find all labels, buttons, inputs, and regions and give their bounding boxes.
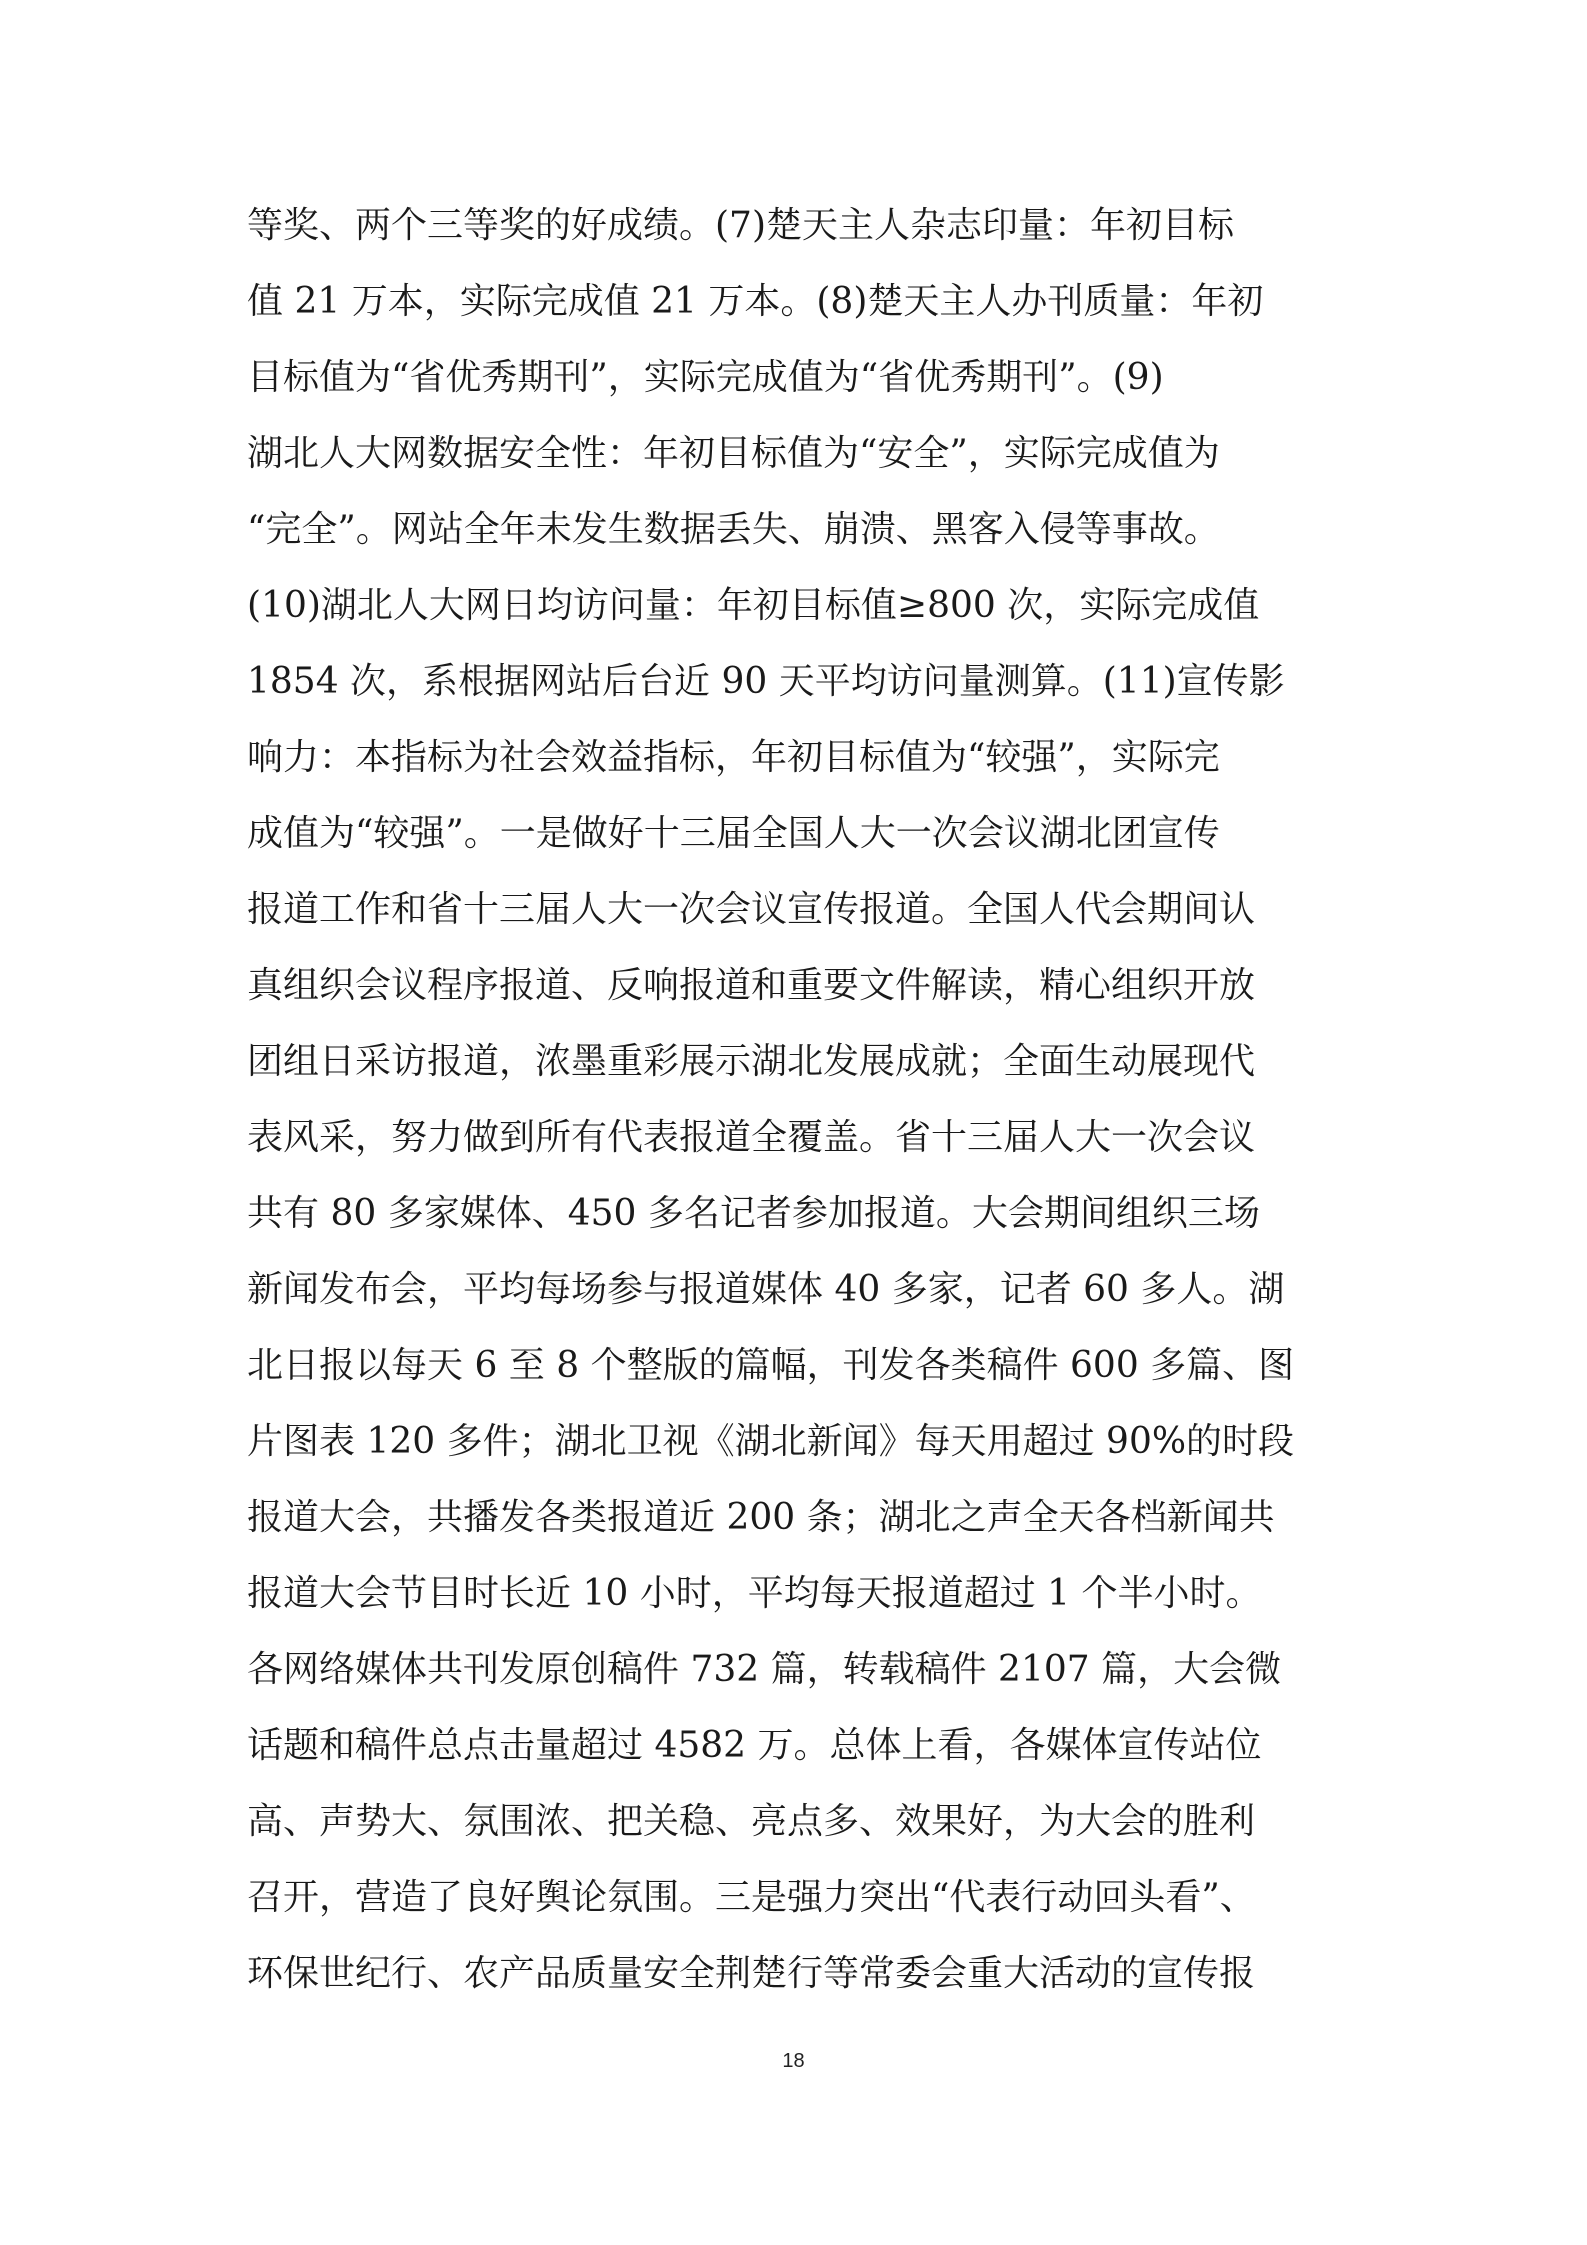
text-line: 等奖、两个三等奖的好成绩。(7)楚天主人杂志印量：年初目标 — [247, 205, 1234, 246]
text-line: 成值为“较强”。一是做好十三届全国人大一次会议湖北团宣传 — [247, 813, 1220, 854]
text-line: 话题和稿件总点击量超过 4582 万。总体上看，各媒体宣传站位 — [247, 1725, 1262, 1766]
text-line: 响力：本指标为社会效益指标，年初目标值为“较强”，实际完 — [247, 737, 1220, 778]
text-line: 团组日采访报道，浓墨重彩展示湖北发展成就；全面生动展现代 — [247, 1041, 1256, 1082]
text-line: 北日报以每天 6 至 8 个整版的篇幅，刊发各类稿件 600 多篇、图 — [247, 1345, 1295, 1386]
text-line: 报道大会，共播发各类报道近 200 条；湖北之声全天各档新闻共 — [247, 1497, 1275, 1538]
text-line: 环保世纪行、农产品质量安全荆楚行等常委会重大活动的宣传报 — [247, 1953, 1256, 1994]
text-line: 报道工作和省十三届人大一次会议宣传报道。全国人代会期间认 — [247, 889, 1256, 930]
text-line: 湖北人大网数据安全性：年初目标值为“安全”，实际完成值为 — [247, 433, 1220, 474]
text-line: 真组织会议程序报道、反响报道和重要文件解读，精心组织开放 — [247, 965, 1256, 1006]
text-line: (10)湖北人大网日均访问量：年初目标值≥800 次，实际完成值 — [247, 585, 1260, 626]
text-line: 高、声势大、氛围浓、把关稳、亮点多、效果好，为大会的胜利 — [247, 1801, 1256, 1842]
text-line: 新闻发布会，平均每场参与报道媒体 40 多家，记者 60 多人。湖 — [247, 1269, 1285, 1310]
text-line: 报道大会节目时长近 10 小时，平均每天报道超过 1 个半小时。 — [247, 1573, 1262, 1614]
text-line: 值 21 万本，实际完成值 21 万本。(8)楚天主人办刊质量：年初 — [247, 281, 1264, 322]
text-line: 召开，营造了良好舆论氛围。三是强力突出“代表行动回头看”、 — [247, 1877, 1256, 1918]
page-number: 18 — [782, 2050, 805, 2072]
body-paragraph — [247, 188, 1347, 2012]
text-line: 1854 次，系根据网站后台近 90 天平均访问量测算。(11)宣传影 — [247, 661, 1285, 702]
text-line: 各网络媒体共刊发原创稿件 732 篇，转载稿件 2107 篇，大会微 — [247, 1649, 1282, 1690]
text-line: 表风采，努力做到所有代表报道全覆盖。省十三届人大一次会议 — [247, 1117, 1256, 1158]
text-line: 目标值为“省优秀期刊”，实际完成值为“省优秀期刊”。(9) — [247, 357, 1164, 398]
text-line: 共有 80 多家媒体、450 多名记者参加报道。大会期间组织三场 — [247, 1193, 1260, 1234]
text-line: “完全”。网站全年未发生数据丢失、崩溃、黑客入侵等事故。 — [247, 509, 1220, 550]
text-line: 片图表 120 多件；湖北卫视《湖北新闻》每天用超过 90%的时段 — [247, 1421, 1295, 1462]
